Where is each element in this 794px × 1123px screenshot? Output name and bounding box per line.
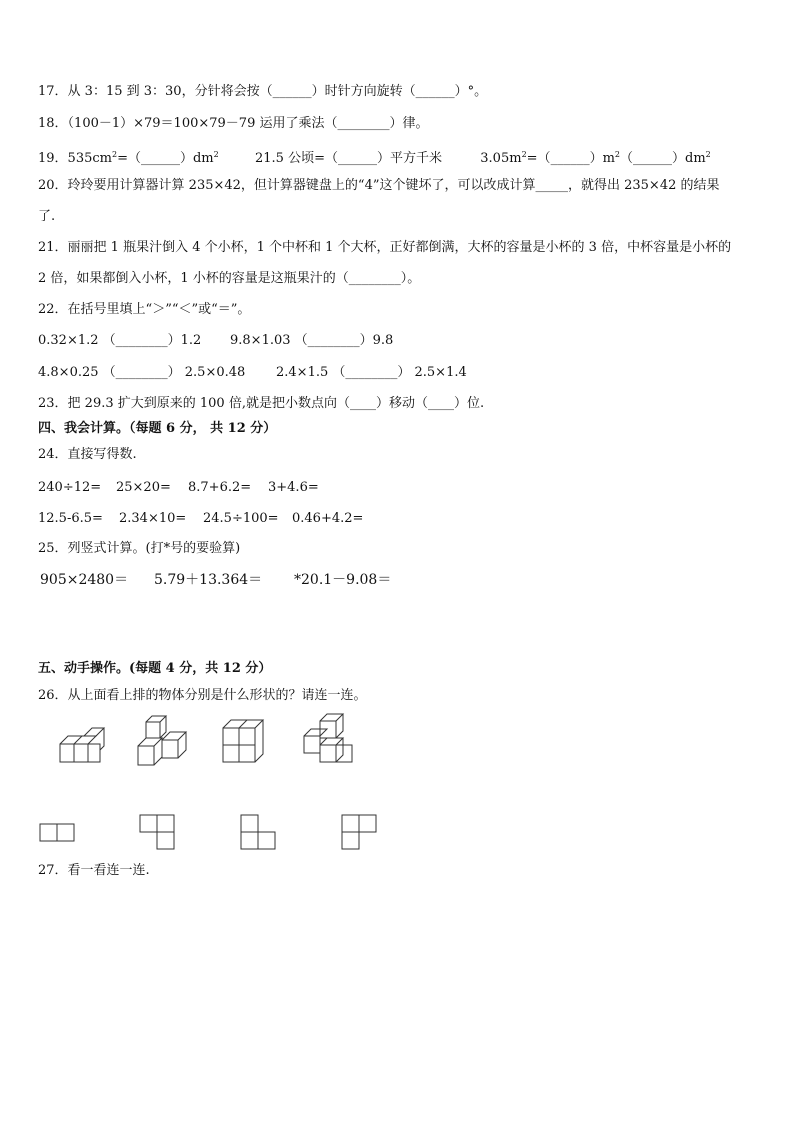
cube-figure-4: [304, 714, 352, 762]
answer-blank[interactable]: ______: [550, 151, 590, 166]
question-26-title: 26．从上面看上排的物体分别是什么形状的？请连一连。: [38, 688, 367, 703]
top-view-2: [140, 815, 174, 849]
section-5-title: 五、动手操作。(每题 4 分，共 12 分）: [38, 661, 272, 676]
compare-item: 2.4×1.5 （________） 2.5×1.4: [276, 365, 467, 380]
answer-blank[interactable]: ______: [272, 84, 312, 99]
cube-figure-2: [138, 716, 186, 765]
question-21-line1: 21．丽丽把 1 瓶果汁倒入 4 个小杯，1 个中杯和 1 个大杯，正好都倒满，大杯的容量是小杯的 3 倍，中杯容量是小杯的: [38, 240, 732, 255]
top-view-1: [40, 824, 74, 841]
cube-figure-3: [223, 720, 263, 762]
question-27-title: 27．看一看连一连.: [38, 863, 150, 878]
question-25-title: 25．列竖式计算。(打*号的要验算): [38, 541, 241, 556]
calc-item: 8.7+6.2=: [188, 480, 252, 495]
calc-item: 12.5-6.5=: [38, 511, 103, 526]
calc-item: 240÷12=: [38, 480, 102, 495]
top-view-4: [342, 815, 376, 849]
vertical-calc-item: 5.79＋13.364＝: [154, 572, 263, 588]
question-20-line1: 20．玲玲要用计算器计算 235×42，但计算器键盘上的“4”这个键坏了，可以改成计算_____，就得出 235×42 的结果: [38, 178, 720, 193]
calc-item: 24.5÷100=: [203, 511, 279, 526]
answer-blank[interactable]: ______: [140, 151, 180, 166]
calc-item: 25×20=: [116, 480, 171, 495]
compare-item: 4.8×0.25 （________） 2.5×0.48: [38, 365, 246, 380]
question-18: 18．（100－1）×79＝100×79－79 运用了乘法（________）律。: [38, 116, 429, 131]
vertical-calc-item: 905×2480＝: [40, 572, 129, 588]
calc-item: 0.46+4.2=: [292, 511, 364, 526]
question-19: 19．$535cm^2=(\_\_\_\_\_\_)dm^2$ 21.5 公顷=（______）平方千米 $3.05m^2=(\_\_\_\_\_\_)m^2(\_\_\_\_\_\_)dm^2$: [38, 150, 711, 166]
question-17: 17．从 3：15 到 3：30，分针将会按（______）时针方向旋转（______）°。: [38, 84, 488, 99]
answer-blank[interactable]: ______: [337, 151, 377, 166]
section-4-title: 四、我会计算。（每题 6 分， 共 12 分）: [38, 421, 277, 436]
answer-blank[interactable]: ______: [633, 151, 672, 166]
question-22-title: 22．在括号里填上“＞”“＜”或“＝”。: [38, 302, 251, 317]
cube-figure-1: [60, 728, 104, 762]
question-23: 23．把 29.3 扩大到原来的 100 倍,就是把小数点向（____）移动（____）位.: [38, 396, 485, 411]
top-view-3: [241, 815, 275, 849]
question-20-line2: 了.: [38, 209, 56, 224]
calc-item: 2.34×10=: [119, 511, 187, 526]
question-24-title: 24．直接写得数.: [38, 447, 137, 462]
calc-item: 3+4.6=: [268, 480, 319, 495]
answer-blank[interactable]: ________: [337, 116, 390, 131]
compare-item: 9.8×1.03 （________）9.8: [230, 333, 394, 348]
vertical-calc-item: *20.1－9.08＝: [294, 572, 392, 588]
answer-blank[interactable]: ______: [415, 84, 455, 99]
compare-item: 0.32×1.2 （________）1.2: [38, 333, 202, 348]
question-21-line2: 2 倍，如果都倒入小杯，1 小杯的容量是这瓶果汁的（________）。: [38, 271, 421, 286]
